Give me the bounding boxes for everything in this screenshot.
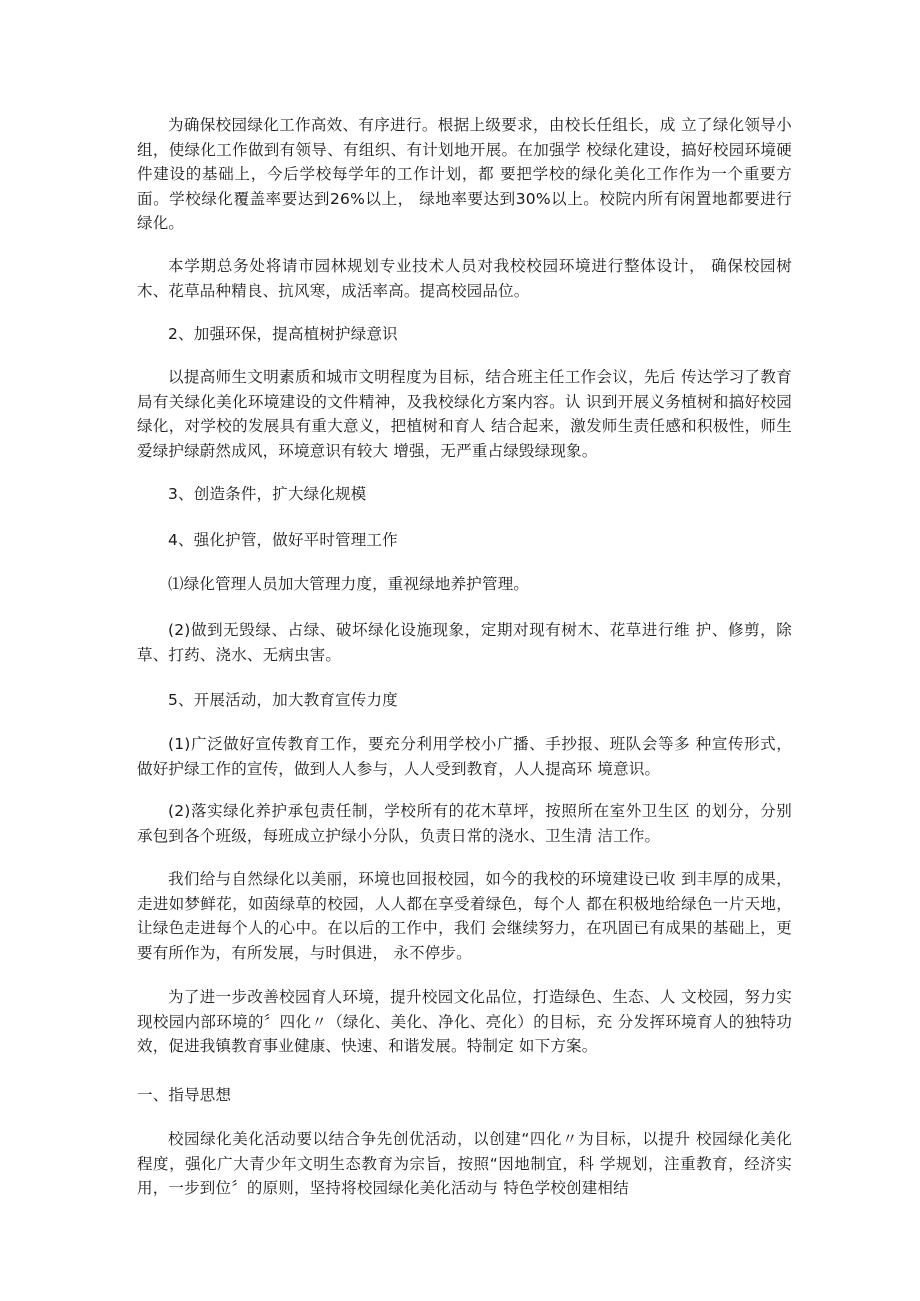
section-heading-guiding-ideology: 一、指导思想 — [137, 1086, 232, 1104]
paragraph-civilization-goals: 以提高师生文明素质和城市文明程度为目标，结合班主任工作会议，先后 传达学习了教育局有关绿化美化环境建设的文件精神，及我校绿化方案内容。认 识到开展义务植树和搞好校园绿化，对学校的发展具有重大意义，把植树和育人 结合起来，激发师生责任感和积极性，师生爱绿护绿蔚然成风，环境意识有较大 增强，无严重占绿毁绿现象。 — [137, 368, 792, 460]
paragraph-four-modernizations: 为了进一步改善校园育人环境，提升校园文化品位，打造绿色、生态、人 文校园，努力实现校园内部环境的〞四化〃（绿化、美化、净化、亮化）的目标，充 分发挥环境育人的独特功效，促进我镇教育事业健康、快速、和谐发展。特制定 如下方案。 — [137, 988, 792, 1056]
item-management-effort: ⑴绿化管理人员加大管理力度，重视绿地养护管理。 — [168, 575, 530, 593]
paragraph-greening-goals: 为确保校园绿化工作高效、有序进行。根据上级要求，由校长任组长，成 立了绿化领导小组，使绿化工作做到有领导、有组织、有计划地开展。在加强学 校绿化建设，搞好校园环境硬件建设的基础上，今后学校每学年的工作计划，都 要把学校的绿化美化工作作为一个重要方面。学校绿化覆盖率要达到26%以上， 绿地率要达到30%以上。校院内所有闲置地都要进行绿化。 — [137, 116, 792, 233]
item-publicity: (1)广泛做好宣传教育工作，要充分利用学校小广播、手抄报、班队会等多 种宣传形式，做好护绿工作的宣传，做到人人参与，人人受到教育，人人提高环 境意识。 — [137, 735, 792, 778]
item-no-damage: (2)做到无毁绿、占绿、破坏绿化设施现象，定期对现有树木、花草进行维 护、修剪，除草、打药、浇水、无病虫害。 — [137, 621, 792, 664]
heading-environmental-awareness: 2、加强环保，提高植树护绿意识 — [168, 325, 398, 343]
heading-expand-scale: 3、创造条件，扩大绿化规模 — [168, 485, 367, 503]
heading-strengthen-management: 4、强化护管，做好平时管理工作 — [168, 531, 398, 549]
heading-education-campaign: 5、开展活动，加大教育宣传力度 — [168, 691, 398, 709]
paragraph-achievements: 我们给与自然绿化以美丽，环境也回报校园，如今的我校的环境建设已收 到丰厚的成果，走进如梦鲜花，如茵绿草的校园，人人都在享受着绿色，每个人 都在积极地给绿色一片天地，让绿色走进每个人的心中。在以后的工作中，我们 会继续努力，在巩固已有成果的基础上，更要有所作为，有所发展，与时俱进， 永不停步。 — [137, 870, 792, 962]
item-responsibility-system: (2)落实绿化养护承包责任制，学校所有的花木草坪，按照所在室外卫生区 的划分，分别承包到各个班级，每班成立护绿小分队，负责日常的浇水、卫生清 洁工作。 — [137, 802, 792, 845]
paragraph-guiding-ideology: 校园绿化美化活动要以结合争先创优活动，以创建“四化〃为目标，以提升 校园绿化美化程度，强化广大青少年文明生态教育为宗旨，按照“因地制宜，科 学规划，注重教育，经济实用，一步到位〞的原则，坚持将校园绿化美化活动与 特色学校创建相结 — [137, 1130, 792, 1198]
paragraph-design-plan: 本学期总务处将请市园林规划专业技术人员对我校校园环境进行整体设计， 确保校园树木、花草品种精良、抗风寒，成活率高。提高校园品位。 — [137, 257, 792, 300]
